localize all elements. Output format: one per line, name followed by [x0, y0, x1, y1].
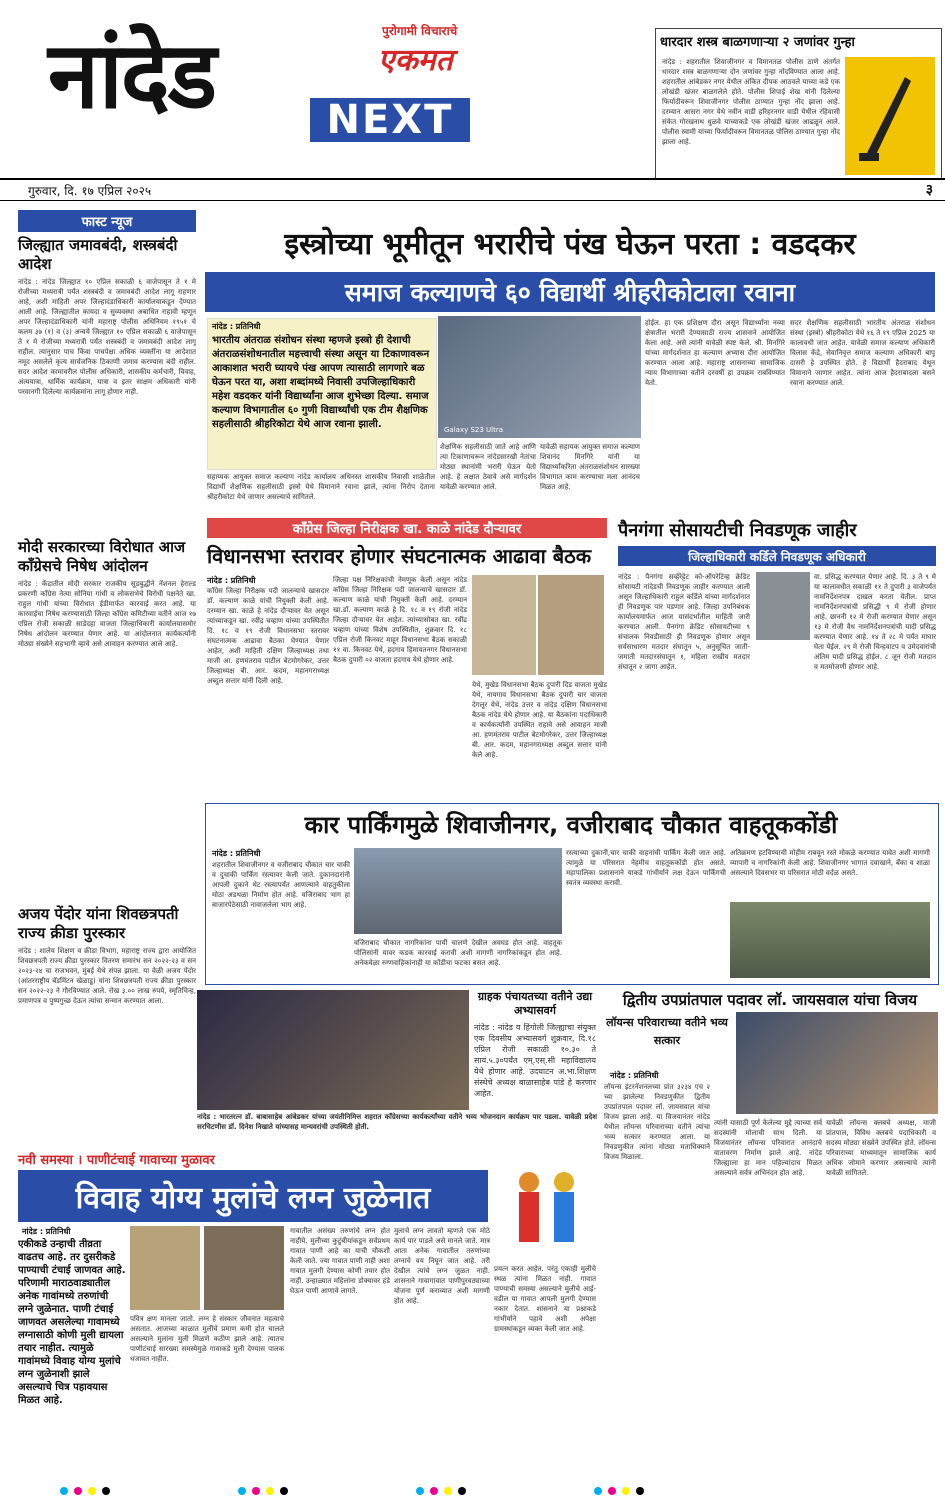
- lead-subhead: समाज कल्याणचे ६० विद्यार्थी श्रीहरीकोटाला रवाना: [205, 272, 935, 312]
- parking-body1: शहरातील शिवाजीनगर व वजीराबाद चौकात चार चाकी व दुचाकी पार्किंग रस्त्यावर केली जाते. दुकानदारांनी आपली दुकाने थेट रस्त्यापर्यंत आणल्याने वाहतुकीला मोठा अडथळा निर्माण होत आहे. वजिराबाद भाग हा बाजारपेठेसाठी नावाजलेला भाग आहे.: [212, 861, 350, 909]
- lead-intro: भारतीय अंतराळ संशोधन संस्था म्हणजे इस्त्रो ही देशाची अंतराळसंशोधनातील महत्त्वाची संस्था असून या टिकाणावरून आकाशात भरारी घ्यायचे पंख आपण त्यासाठी लागणारे बळ घेऊन परत या, अशा शब्दांमध्ये निवासी उपजिल्हाधिकारी महेश वडदकर यांनी विद्यार्थ्यांना आज शुभेच्छा दिल्या. समाज कल्याण विभागातील ६० गुणी विद्यार्थ्यांची एक टीम शैक्षणिक सहलीसाठी श्रीहरिकोटा येथे आज रवाना झाली.: [212, 335, 430, 430]
- congress-dateline: नांदेड : प्रतिनिधी: [207, 576, 256, 585]
- lions-dateline: नांदेड : प्रतिनिधी: [610, 1071, 659, 1080]
- painganga-headline: पैनगंगा सोसायटीची निवडणूक जाहीर: [618, 520, 857, 541]
- lead-col-bottom: सहाय्यक आयुक्त समाज कल्याण नांदेड कार्यालय अधिनस्त शासकीय निवासी शाळेतील विद्यार्थी शैक्षणिक सहलीसाठी इस्त्रो येथे विमानाने रवाना झाले, त्यांना निरोप देताना श्रीहरीकोटा येथे जाणार असल्याचे सांगितले.: [207, 473, 435, 501]
- lions-body2: त्यांनी यासाठी पूर्ण केलेल्या मुद्दे त्याच्या सर्व सदस्यांनी मोलाची साथ दिली. या विजयानंतर लॉयन्स परिवारात आनंदाचे वातावरण निर्माण झाले आहे. नांदेड जिल्ह्याला हा मान पहिल्यांदाच मिळत असल्याने सर्वत्र अभिनंदन होत आहे.: [714, 1119, 822, 1177]
- dry-well-photo: [204, 1226, 284, 1310]
- students-photo: [438, 316, 641, 438]
- mp-chavan-photo: [538, 575, 604, 675]
- congress-body2: जिल्हा पक्ष निरिक्षकांची नेमणूक केली असून नांदेड काँग्रेस जिल्हा निरिक्षक पदी जालन्याचे खासदार डॉ. कल्याण काळे यांची नियुक्ती केली आहे. दरम्यान खा.डॉ. कल्याण काळे हे दि. १८ व १९ रोजी नांदेड जिल्हा दौऱ्यावर येत आहेत. त्यांच्यासोबत खा. रवींद्र चव्हाण यांच्या विशेष उपस्थितीत, शुक्रवार दि. १८ एप्रिल रोजी किनवट माहूर विधानसभा बैठक सकाळी ११ वा. किनवट येथे, हदगाव हिमायतनगर विधानसभा बैठक दुपारी ०२ वाजता हदगाव येथे होणार आहे.: [333, 576, 467, 664]
- weapon-illustration: [845, 57, 935, 175]
- traffic-photo: [354, 848, 562, 934]
- wedding-couple-icon: [494, 1160, 596, 1260]
- jayanti-photo: [197, 990, 469, 1110]
- marriage-headline: विवाह योग्य मुलांचे लग्न जुळेनात: [18, 1170, 488, 1222]
- grahak-body: नांदेड : नांदेड व हिंगोली जिल्ह्याचा संयुक्त एक दिवसीय अभ्यासवर्ग शुक्रवार, दि.१८ एप्रिल रोजी सकाळी १०.३० ते सायं.५.३०पर्यंत एम्.एस्.सी महाविद्यालय येथे होणार आहे. उदघाटन अ.भा.शिक्षण संस्थेचे अध्यक्ष बाळासाहेब पांडे हे करणार आहेत.: [474, 1023, 596, 1098]
- masthead-title: नांदेड: [48, 22, 215, 129]
- parking-dateline: नांदेड : प्रतिनिधी: [212, 849, 261, 858]
- marriage-kicker: नवी समस्या । पाणीटंचाई गावाच्या मुळावर: [18, 1153, 215, 1168]
- marriage-body4: प्रयत्न करत आहेत. परंतु एकाही मुलीचे स्थळ त्यांना मिळत नाही. गावात पाण्याची समस्या असल्याने मुलीचे आई-वडील या गावात आपली मुलगी देण्यास नकार देतात. शासनाने या प्रश्नाकडे गांभीर्याने पहावे अशी अपेक्षा ग्रामस्थांकडून व्यक्त केली जात आहे.: [494, 1265, 596, 1333]
- masthead-brand: एकमत: [378, 43, 453, 78]
- top-news-headline: धारदार शस्त्र बाळगणाऱ्या २ जणांवर गुन्हा: [660, 35, 855, 50]
- parking-headline: कार पार्किंगमुळे शिवाजीनगर, वजीराबाद चौकात वाहतूककोंडी: [304, 811, 838, 839]
- lead-intro-box: [207, 318, 437, 470]
- lead-col3: होईल. हा एक प्रशिक्षण दौरा असून विद्यार्थ्यांना नव्या क्षेत्रातील भरारी देण्यासाठी राज्य शासनाने आयोजित केला आहे. असे त्यांनी यावेळी स्पष्ट केले. श्री. मिनगिरे यांच्या मार्गदर्शनात हा कल्याण अभ्यास दौरा आयोजित करण्यात आला आहे. महाराष्ट्र शासनाच्या सामाजिक न्याय विभागाच्या वतीने दरवर्षी हा उपक्रम राबविण्यात येतो.: [645, 319, 785, 387]
- dagger-icon: [845, 57, 935, 175]
- lead-dateline: नांदेड : प्रतिनिधी: [212, 322, 261, 331]
- wedding-illustration: [494, 1160, 596, 1260]
- fast-news-body: नांदेड : केंद्रातील मोदी सरकार राजकीय सूडबुद्धीने नॅशनल हेराल्ड प्रकरणी काँग्रेस नेत्या सोनिया गांधी व लोकसभेचे विरोधी पक्षनेते खा. राहुल गांधी यांच्या विरोधात ईडीमार्फत कारवाई करत आहे. या कारवाईचा निषेध करण्यासाठी जिल्हा काँग्रेस कमिटीच्या वतीने आज १७ एप्रिल रोजी सकाळी साडेदहा वाजता जिल्हाधिकारी कार्यालयासमोर निषेध आंदोलन करण्यात येणार आहे. या आंदोलनात कार्यकर्त्यांनी मोठ्या संख्येने सहभागी व्हावे असे आवाहन करण्यात आले आहे.: [18, 580, 196, 648]
- marriage-body1: पवित्र क्षण मानला जातो. लग्न हे संस्कार जीवनात महत्वाचे असतात. आजच्या काळात मुलींचे प्रमाण कमी होत चालले असल्याने मुलांना मुली मिळणे कठीण झाले आहे. त्यातच पाणीटंचाई सारख्या समस्येमुळे गावाकडे मुली देण्यास पालक धजावत नाहीत.: [130, 1315, 284, 1363]
- masthead-next-logo: NEXT: [310, 98, 470, 142]
- parking-body2: वजिराबाद चौकात नागरिकांना पायी चालणे देखील अवघड होत आहे. वाहतूक पोलिसांनी यावर कडक कारवाई करावी अशी मागणी नागरिकांकडून होत आहे. अनेकवेळा रुग्णवाहिकांनाही या कोंडीचा फटका बसत आहे.: [354, 939, 562, 967]
- top-news-body: नांदेड : शहरातील शिवाजीनगर व विमानतळ पोलीस ठाणे अंतर्गत धारदार शस्त्र बाळगणाऱ्या दोन जणांवर गुन्हा नोंदविण्यात आला आहे. शहरातील आंबेडकर नगर येथील अंकित दीपक आठवले याच्या कडे एक लोखंडी खंजर बाळगलेले होते. पोलीस शिपाई शेख यांनी दिलेल्या फिर्यादीवरून शिवाजीनगर पोलीस ठाण्यात गुन्हा नोंद झाला आहे. दरम्यान आसरा नगर येथे नवीन वाडी हरिहरनगर वाडी येथील रहिवासी संकेत गोरखनाथ धुळवे याच्याकडे एक लोखंडी खंजर आढळून आले. पोलीस स्वामी यांच्या फिर्यादीवरून विमानतळ पोलिस ठाण्यात गुन्हा नोंद झाला आहे.: [662, 58, 840, 146]
- collector-photo: [756, 572, 810, 640]
- dateline-bar: [0, 178, 945, 201]
- lions-band: लॉयन्स परिवाराच्या वतीने भव्य सत्कार: [606, 1016, 728, 1047]
- fast-news-body: नांदेड : नांदेड जिल्ह्यात १० एप्रिल सकाळी ६ वाजेपासून ते १ मे रोजीच्या मध्यरात्री पर्यंत शस्त्रबंदी व जमावबंदी आदेश लागू राहणार आहे, अशी माहिती अपर जिल्हादंडाधिकारी कार्यालयाकडून देण्यात आली आहे. जिल्ह्यातील कायदा व सुव्यवस्था अबाधित राहावी म्हणून अपर जिल्हादंडाधिकारी यांनी महाराष्ट्र पोलीस अधिनियम १९५१ चे कलम ३७ (१) व (३) अन्वये जिल्ह्यात १० एप्रिल सकाळी ६ वाजेपासून ते १ मे रोजीच्या मध्यरात्री पर्यंत शस्त्रबंदी व जमावबंदी आदेश लागू राहील. त्यानुसार पाच किंवा पाचपेक्षा अधिक व्यक्तींना या आदेशात नमूद असलेले कृत्य सार्वजनिक ठिकाणी जमाव करण्यास बंदी राहील. सदर आदेश कामावरील पोलीस अधिकारी, शासकीय कर्मचारी, विवाह, अंत्ययात्रा, धार्मिक कार्यक्रम, यात्रा व इतर साक्षम अधिकारी यांनी परवानगी दिलेल्या कार्यक्रमांना लागू होणार नाही.: [18, 278, 196, 396]
- congress-body3: येथे, मुखेड विधानसभा बैठक दुपारी दिड वाजता मुखेड येथे, नायगाव विधानसभा बैठक दुपारी चार वाजता देगलूर येथे, नांदेड उत्तर व नांदेड दक्षिण विधानसभा बैठक नांदेड येथे होणार आहे. या बैठकांना पदाधिकारी व कार्यकर्त्यांनी उपस्थित राहावे असे आवाहन माजी आ. हणमंतराव पाटील बेटमोगरेकर, उत्तर जिल्हाध्यक्ष बी. आर. कदम, महानगराध्यक्ष अब्दुल सत्तार यांनी केले आहे.: [472, 681, 607, 759]
- lead-col1: शैक्षणिक सहलीसाठी जाते आहे आणि त्या टिकाणाचरून नांदेडसारखी नेतांचा मोठ्या स्थानांमी भरारी घेऊन येतो आहे. हे लक्षात ठेवावे असे मार्गदर्शन यावेळी करण्यात आले.: [440, 443, 536, 491]
- fast-news-headline: जिल्ह्यात जमावबंदी, शस्त्रबंदी आदेश: [18, 236, 178, 273]
- fast-news-body: नांदेड : शालेय शिक्षण व क्रीडा विभाग, महाराष्ट्र राज्य द्वारा आयोजित शिवछत्रपती राज्य क्रीडा पुरस्कार वितरण समारंभ सन २०२२-२३ व सन २०२३-२४ चा राजभवन, मुंबई येथे संपन्न झाला. या वेळी अजय पेंदोर (आंतरराष्ट्रीय बॅडमिंटन खेळाडू) यांना शिवछत्रपती राज्य क्रीडा पुरस्कार सन २०२२-२३ ने गौरविण्यात आले. रोख ३.०० लाख रुपये, स्मृतिचिन्ह, प्रमाणपत्र व पुष्पगुच्छ देऊन त्यांचा सन्मान करण्यात आला.: [18, 947, 196, 1005]
- lead-headline: इस्त्रोच्या भूमीतून भरारीचे पंख घेऊन परता : वडदकर: [284, 227, 856, 262]
- water-woman-photo: [130, 1226, 200, 1310]
- congress-band: कॉंग्रेस जिल्हा निरीक्षक खा. काळे नांदेड दौऱ्यावर: [207, 518, 607, 538]
- fast-news-column: [18, 236, 196, 1096]
- jayanti-caption: नांदेड : भारतरत्न डॉ. बाबासाहेब आंबेडकर यांच्या जयंतीनिमित्त शहरात काँग्रेसच्या कार्यकर्त्यांच्या वतीने भव्य भोजनदान कार्यक्रम पार पडला. यावेळी प्रदेश सरचिटणीस डॉ. दिनेश निखाते यांच्यासह मान्यवरांची उपस्थिती होती.: [197, 1113, 597, 1131]
- lions-felicitation-photo: [736, 1012, 938, 1114]
- marriage-intro: एकीकडे उन्हाची तीव्रता वाढतच आहे. तर दुसरीकडे पाण्याची टंचाई जाणवत आहे. परिणामी माराठवाड्यातील अनेक गावांमध्ये तरुणांची लग्ने जुळेनात. पाणी टंचाई जाणवत असलेल्या गावामध्ये लग्नासाठी कोणी मुली द्यायला तयार नाहीत. त्यामुळे गावांमध्ये विवाह योग्य मुलांचे लग्न जुळेनाशी झाले असल्याचे चित्र पहावयास मिळत आहे.: [18, 1239, 126, 1406]
- lead-col2: यावेळी सहायक आयुक्त समाज कल्याण शिवानंद मिनगिरे यांनी या विद्यार्थ्यांकरिता अंतराळसंशोधन सारख्या विभागात काम करण्याचा मला आनंदच मिळत आहे.: [540, 443, 640, 491]
- fast-news-headline: अजय पेंदोर यांना शिवछत्रपती राज्य क्रीडा पुरस्कार: [18, 905, 179, 942]
- lead-col4: सदर शैक्षणिक सहलीसाठी भारतीय अंतराळ संशोधन संस्था (इस्त्रो) श्रीहरीकोटा येथे १६ ते १९ एप्रिल 2025 या कालावधी जात आहेत. यावेळी समाज कल्याण अधिकारी विलास केंद्रे, सेवानिवृत्त समाज कल्याण अधिकारी बापू दासरी हे उपस्थित होते. हे विद्यार्थी हैदराबाद येथून विमानाने जाणार आहेत. त्यांना आज हैदराबादला बसने रवाना करण्यात आले.: [790, 319, 935, 387]
- masthead-tagline: पुरोगामी विचाराचे: [382, 24, 458, 38]
- congress-body1: काँग्रेस जिल्हा निरीक्षक पदी जालन्याचे खासदार डॉ. कल्याण काळे यांची नियुक्ती केली आहे. दरम्यान खा. काळे हे नांदेड दौऱ्यावर येत असून त्यांच्याकडून खा. रवींद्र चव्हाण यांच्या उपस्थितीत दि. १८ व १९ रोजी विधानसभा स्तरावर संघटनात्मक आढावा बैठका घेण्यात येणार आहेत, अशी माहिती दक्षिण जिल्हाध्यक्ष तथा माजी आ. हणमंतराव पाटील बेटमोगरेकर, उत्तर जिल्हाध्यक्ष बी. आर. कदम, महानगराध्यक्ष अब्दुल सत्तार यांनी दिली आहे.: [207, 587, 329, 685]
- lions-body3: यावेळी लॉयन्स क्लबचे अध्यक्ष, माजी प्रांतपाल, विविध क्लबचे पदाधिकारी व सदस्य मोठ्या संख्येने उपस्थित होते. लॉयन्स परिवाराच्या माध्यमातून सामाजिक कार्य अधिक जोमाने करणार असल्याचे त्यांनी यावेळी सांगितले.: [826, 1119, 936, 1177]
- mp-kale-photo: [472, 575, 536, 675]
- marriage-dateline: नांदेड : प्रतिनिधी: [22, 1227, 71, 1236]
- marriage-body3: मुलाचे लग्न लावतो म्हणजे एक मोठे कार्य पार पाडले असे मानले जाते. मात्र आता अनेक गावातील तरुणांच्या लग्नाचे वय निघून जात आहे. तरी देखील त्यांचे लग्न जुळत नाही. शासनाने गावागावात पाणीपुरवठ्याच्या योजना पूर्ण कराव्यात अशी मागणी होत आहे.: [394, 1227, 490, 1305]
- painganga-band: जिल्हाधिकारी कर्डिले निवडणूक अधिकारी: [618, 546, 936, 566]
- painganga-body2: वा. प्रसिद्ध करण्यात येणार आहे. दि. ३ ते ९ मे या कालावधीत सकाळी ११ ते दुपारी ३ वाजेपर्यंत नामनिर्देशनपत्र दाखल करता येतील. प्राप्त नामनिर्देशनपत्रांची प्रसिद्धी ९ मे रोजी होणार आहे. छाननी १२ मे रोजी करण्यात येणार असून १३ मे रोजी वैध नामनिर्देशनपत्रांची यादी प्रसिद्ध करण्यात येणार आहे. १४ ते २८ मे पर्यंत माघार घेता येईल. २९ मे रोजी चिन्हवाटप व उमेदवारांची अंतिम यादी प्रसिद्ध होईल. ८ जून रोजी मतदान व मतमोजणी होणार आहे.: [814, 573, 936, 671]
- painganga-body1: नांदेड : पैनगंगा सर्व्हरेट्टेट को-ऑपरेटिव्ह क्रेडिट सोसायटी नांदेडची निवडणूक जाहीर करण्यात आली असून जिल्हाधिकारी राहुल कर्डिले यांच्या मार्गदर्शनात ही निवडणूक पार पडणार आहे. जिल्हा उपनिबंधक कार्यालयमार्फत आज यासंदर्भातील माहिती जारी करण्यात आली. पैनगंगा क्रेडिट सोसायटीच्या ९ संचालक निवडीसाठी ही निवडणूक होणार असून सर्वसाधारण मतदार संघातून ५, अनुसूचित जाती-जमाती मतदारसंघातून १, महिला राखीव मतदार संघातून २ जागा आहेत.: [618, 573, 750, 671]
- fast-news-label: फास्ट न्यूज: [18, 210, 196, 232]
- color-registration-strip: [0, 1482, 945, 1494]
- parked-cars-photo: [730, 902, 930, 978]
- photo-watermark: Galaxy S23 Ultra: [444, 426, 504, 434]
- lions-body1: लॉयन्स इंटरनॅशनलच्या प्रांत ३२३४ एच २ च्या झालेल्या निवडणुकीत द्वितीय उपप्रांतपाल पदावर लॉ. जायसवाल यांचा विजय झाला आहे. या विजयानंतर नांदेड येथील लॉयन्स परिवाराच्या वतीने त्यांचा भव्य सत्कार करण्यात आला. या निवडणुकीत त्यांना मोठ्या मताधिक्याने विजय मिळाला.: [604, 1083, 710, 1161]
- grahak-headline: ग्राहक पंचायतच्या वतीने उद्या अभ्यासवर्ग: [477, 990, 593, 1017]
- congress-headline: विधानसभा स्तरावर होणार संघटनात्मक आढावा बैठक: [207, 544, 592, 568]
- lions-headline: द्वितीय उपप्रांतपाल पदावर लॉ. जायसवाल यांचा विजय: [622, 991, 918, 1009]
- issue-date: गुरुवार, दि. १७ एप्रिल २०२५: [28, 184, 152, 198]
- fast-news-headline: मोदी सरकारच्या विरोधात आज काँग्रेसचे निषेध आंदोलन: [18, 538, 186, 575]
- parking-body3: रस्त्याच्या दुकानी,चार चाकी वाहनांची पार्किंग केली जात आहे. त्यामुळे या परिसरात नेहमीच वाहतूककोंडी होत असते. महापालिका प्रशासनाने याकडे गांभीर्याने लक्ष देऊन पार्किंगची स्वतंत्र व्यवस्था करावी.: [566, 849, 726, 887]
- page-number: ३: [925, 182, 933, 198]
- marriage-body2: गावातील असंख्य तरुणांचे लग्न होत नाहीये. मुलीच्या कुटुंबीयांकडून सर्वप्रथम गावात पाणी आहे का याची चौकशी केली जाते. ज्या गावात पाणी नाही अशा गावात मुलगी देण्यास कोणी तयार होत नाही. उन्हाळ्यात महिलांना डोक्यावर हंडे घेऊन पाणी आणावे लागते.: [290, 1227, 390, 1295]
- parking-body4: अतिक्रमण हटविण्याची मोहीम राबवून रस्ते मोकळे करण्यात यावेत अशी मागणी व्यापारी व नागरिकांनी केली आहे. शिवाजीनगर भागात दवाखाने, बँका व शाळा असल्याने दिवसभर या परिसरात मोठी वर्दळ असते.: [730, 849, 930, 877]
- top-news-box: [655, 28, 942, 180]
